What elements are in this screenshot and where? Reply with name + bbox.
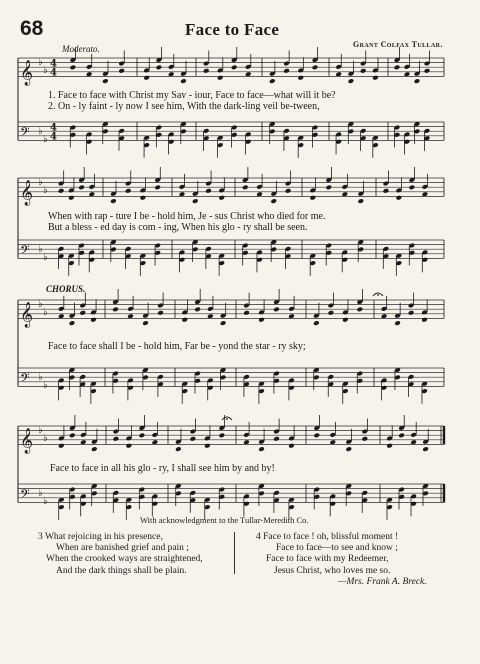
note-head [218, 195, 225, 201]
note-head [112, 307, 119, 313]
flat-icon: ♭ [43, 433, 48, 444]
note-head [90, 317, 97, 323]
note-head [414, 78, 421, 84]
lyric-line-s1-v1: 1. Face to face with Christ my Sav - iour, Face to face—what will it be? [48, 90, 336, 101]
time-signature-digit: 4 [50, 122, 57, 134]
fermata-icon [226, 418, 228, 420]
note-head [242, 185, 249, 191]
verse-attribution: —Mrs. Frank A. Breck. [338, 576, 427, 587]
note-head [424, 68, 431, 74]
note-head [70, 65, 77, 71]
note-head [273, 307, 280, 313]
page-number: 68 [20, 17, 44, 40]
verse-3 [38, 532, 203, 577]
note-head [288, 443, 295, 449]
note-head [325, 185, 332, 191]
note-head [110, 198, 117, 204]
flat-icon: ♭ [38, 177, 43, 188]
lyric-line-s2-v1: When with rap - ture I be - hold him, Je - sus Christ who died for me. [48, 211, 326, 222]
note-head [422, 446, 429, 452]
verse-line: 4 Face to face ! oh, blissful moment ! [256, 532, 399, 542]
verse-line: When the crooked ways are straightened, [46, 554, 203, 565]
note-head [269, 78, 276, 84]
flat-icon: ♭ [38, 488, 43, 499]
flat-icon: ♭ [38, 244, 43, 255]
time-signature-digit: 4 [50, 58, 57, 70]
verse-line: Face to face with my Redeemer, [266, 554, 389, 565]
note-head [79, 310, 86, 316]
note-head [283, 68, 290, 74]
verse-line: And the dark things shall be plain. [56, 565, 187, 576]
note-head [58, 443, 65, 449]
note-head [312, 65, 319, 71]
score-staves [18, 47, 444, 520]
note-head [394, 320, 401, 326]
verse-line: 3 What rejoicing in his presence, [38, 532, 163, 542]
flat-icon: ♭ [38, 57, 43, 68]
note-head [126, 443, 133, 449]
note-head [408, 310, 415, 316]
note-head [357, 307, 364, 313]
note-head [113, 436, 120, 442]
treble-clef-icon: 𝄞 [20, 428, 34, 454]
note-head [102, 78, 109, 84]
note-head [157, 310, 164, 316]
bass-clef-icon: 𝄢 [20, 486, 30, 505]
note-head [217, 75, 224, 81]
note-head [270, 198, 277, 204]
note-head [285, 188, 292, 194]
bass-clef-icon: 𝄢 [20, 124, 30, 143]
note-head [273, 436, 280, 442]
note-head [182, 317, 189, 323]
note-head [398, 433, 405, 439]
note-head [396, 195, 403, 201]
note-head [383, 188, 390, 194]
flat-icon: ♭ [43, 134, 48, 145]
note-head [394, 65, 401, 71]
note-head [243, 310, 250, 316]
note-head [78, 185, 85, 191]
lyric-line-s3: Face to face shall I be - hold him, Far be - yond the star - ry sky; [48, 341, 306, 352]
note-head [205, 188, 212, 194]
flat-icon: ♭ [43, 496, 48, 507]
verse-divider [234, 532, 235, 574]
note-head [348, 78, 355, 84]
note-head [68, 195, 75, 201]
flat-icon: ♭ [38, 425, 43, 436]
note-head [58, 188, 65, 194]
flat-icon: ♭ [43, 380, 48, 391]
time-signature-digit: 4 [50, 131, 57, 143]
verse-line: Jesus Christ, who loves me so. [274, 565, 391, 576]
note-head [154, 185, 161, 191]
bass-clef-icon: 𝄢 [20, 370, 30, 389]
note-head [192, 198, 199, 204]
note-head [204, 443, 211, 449]
note-head [175, 446, 182, 452]
flat-icon: ♭ [38, 126, 43, 137]
lyric-line-s4: Face to face in all his glo - ry, I shall see him by and by! [50, 463, 275, 474]
note-head [313, 433, 320, 439]
note-head [69, 433, 76, 439]
note-head [421, 317, 428, 323]
treble-clef-icon: 𝄞 [20, 60, 34, 86]
treble-clef-icon: 𝄞 [20, 302, 34, 328]
treble-clef-icon: 𝄞 [20, 180, 34, 206]
verse-line: When are banished grief and pain ; [56, 543, 189, 554]
note-head [372, 75, 379, 81]
note-head [357, 198, 364, 204]
note-head [258, 446, 265, 452]
note-head [328, 310, 335, 316]
fermata-icon [377, 294, 379, 296]
flat-icon: ♭ [38, 299, 43, 310]
lyric-line-s1-v2: 2. On - ly faint - ly now I see him, With the dark-ling veil be-tween, [48, 101, 320, 112]
flat-icon: ♭ [43, 252, 48, 263]
note-head [69, 320, 76, 326]
note-head [360, 68, 367, 74]
hymn-title: Face to Face [185, 20, 280, 39]
note-head [125, 188, 132, 194]
note-head [220, 320, 227, 326]
note-head [297, 75, 304, 81]
note-head [309, 195, 316, 201]
bass-clef-icon: 𝄢 [20, 242, 30, 261]
flat-icon: ♭ [38, 372, 43, 383]
acknowledgment-note: With acknowledgment to the Tullar-Meredith Co. [140, 515, 309, 525]
flat-icon: ♭ [43, 65, 48, 76]
note-head [258, 317, 265, 323]
note-head [140, 195, 147, 201]
flat-icon: ♭ [43, 185, 48, 196]
chorus-label: CHORUS. [46, 284, 86, 294]
note-head [143, 75, 150, 81]
note-head [139, 433, 146, 439]
verse-4 [256, 532, 427, 588]
note-head [219, 433, 226, 439]
note-head [345, 446, 352, 452]
note-head [313, 320, 320, 326]
note-head [386, 443, 393, 449]
flat-icon: ♭ [43, 307, 48, 318]
note-head [190, 436, 197, 442]
note-head [194, 307, 201, 313]
note-head [142, 320, 149, 326]
note-head [361, 436, 368, 442]
note-head [231, 65, 238, 71]
note-head [118, 68, 125, 74]
tempo-marking: Moderato. [62, 44, 100, 54]
verse-line: Face to face—to see and know ; [276, 543, 398, 554]
composer-credit: Grant Colfax Tullar. [353, 40, 443, 49]
note-head [342, 317, 349, 323]
lyric-line-s2-v2: But a bless - ed day is com - ing, When his glo - ry shall be seen. [48, 222, 308, 233]
time-signature-digit: 4 [50, 67, 57, 79]
note-head [180, 78, 187, 84]
note-head [203, 68, 210, 74]
note-head [409, 185, 416, 191]
note-head [91, 446, 98, 452]
note-head [156, 65, 163, 71]
